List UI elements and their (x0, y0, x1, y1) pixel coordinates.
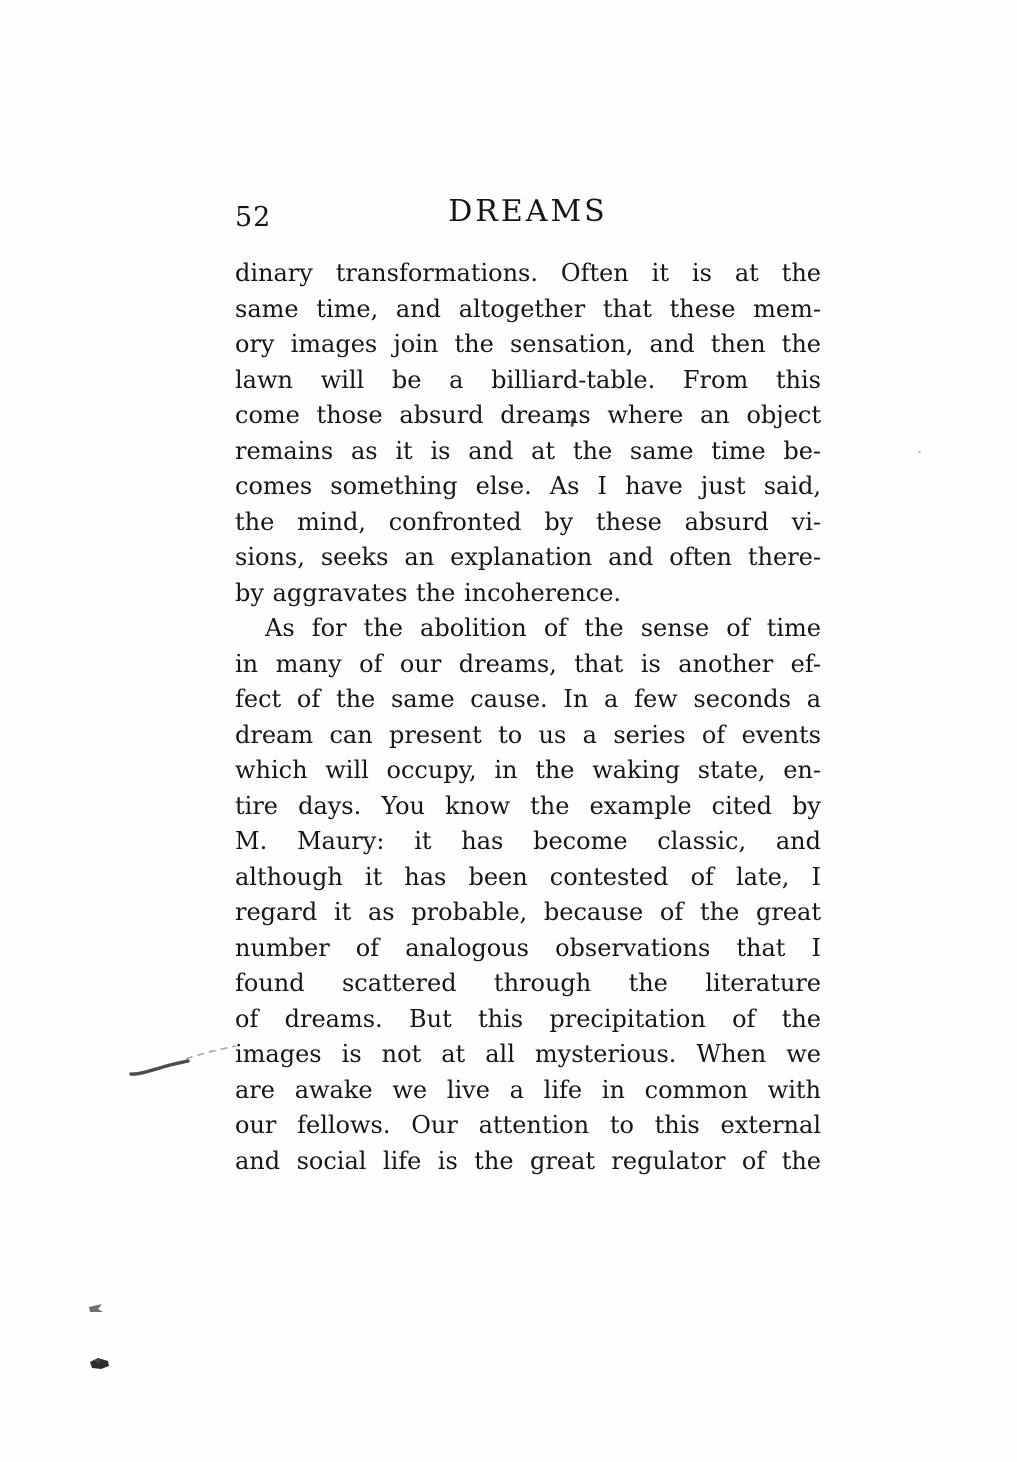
text-line: tire days. You know the example cited by (235, 791, 821, 820)
scan-speck (89, 1357, 111, 1371)
text-line: although it has been contested of late, I (235, 862, 821, 891)
body-text (235, 256, 821, 1179)
text-line: dinary transformations. Often it is at the (235, 259, 821, 287)
text-line: the mind, confronted by these absurd vi- (235, 507, 821, 536)
text-line: sions, seeks an explanation and often there- (235, 543, 821, 571)
text-line: remains as it is and at the same time be- (235, 436, 821, 465)
text-line: which will occupy, in the waking state, en- (235, 756, 821, 784)
text-line: lawn will be a billiard-table. From this (235, 365, 821, 394)
text-line: ory images join the sensation, and then the (235, 330, 821, 358)
page-title: DREAMS (448, 194, 608, 229)
text-line: are awake we live a life in common with (235, 1075, 821, 1104)
text-line: in many of our dreams, that is another ef- (235, 649, 821, 678)
text-line: regard it as probable, because of the great (235, 898, 821, 926)
pencil-margin-mark (126, 1040, 241, 1082)
text-line: As for the abolition of the sense of time (265, 614, 821, 642)
text-line: dream can present to us a series of events (235, 720, 821, 749)
text-line: our fellows. Our attention to this external (235, 1111, 821, 1139)
page-number: 52 (235, 202, 272, 233)
scan-speck (918, 451, 921, 453)
text-line: by aggravates the incoherence. (235, 578, 622, 607)
text-line: number of analogous observations that I (235, 933, 821, 962)
text-line: found scattered through the literature (235, 969, 821, 997)
text-line: M. Maury: it has become classic, and (235, 827, 821, 855)
scan-speck (88, 1303, 106, 1315)
page-header (235, 194, 821, 236)
text-line: and social life is the great regulator of the (235, 1146, 821, 1175)
text-line: images is not at all mysterious. When we (235, 1040, 821, 1068)
text-line: of dreams. But this precipitation of the (235, 1004, 821, 1033)
text-line: fect of the same cause. In a few seconds a (235, 685, 821, 713)
text-line: come those absurd dreams where an object (235, 401, 821, 429)
text-line: same time, and altogether that these mem- (235, 294, 821, 323)
text-line: comes something else. As I have just said, (235, 472, 821, 500)
